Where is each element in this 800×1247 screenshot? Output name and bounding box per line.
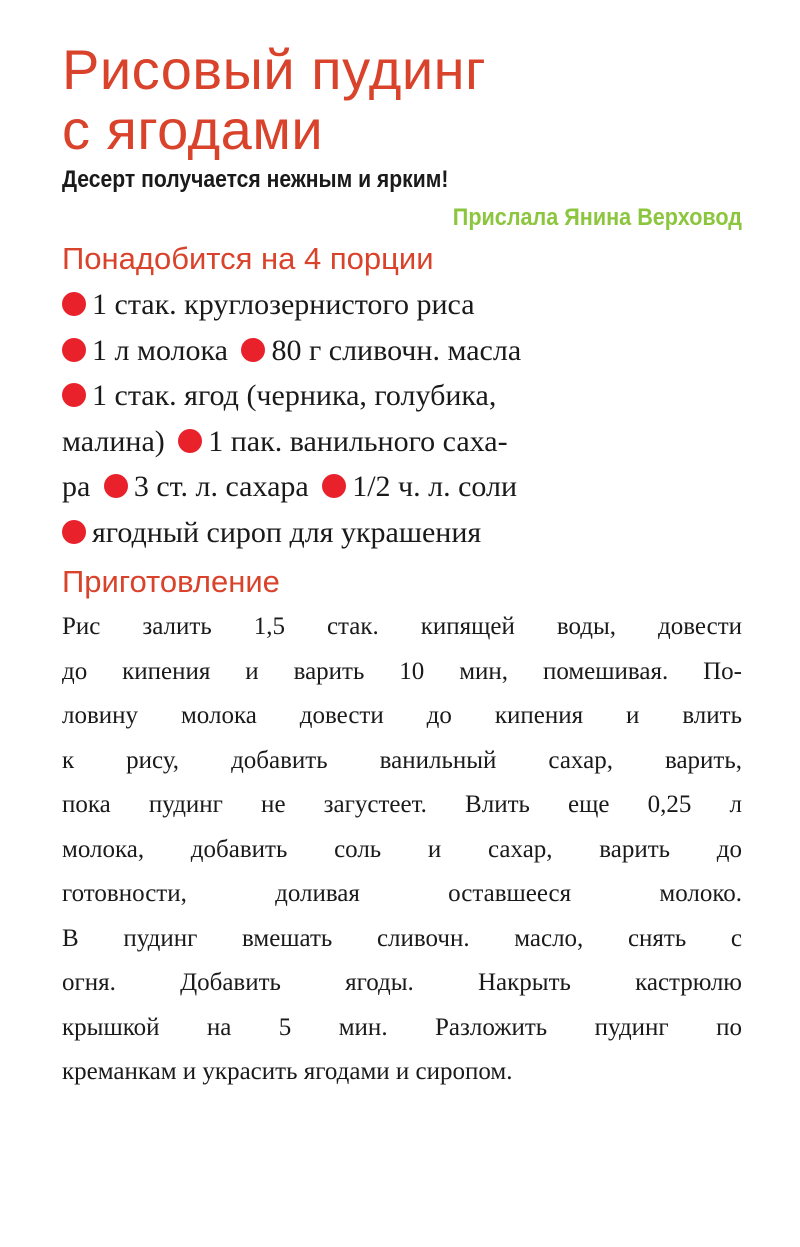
ingredient-line xyxy=(62,373,742,419)
ingredient-item: ягодный сироп для украшения xyxy=(92,515,482,549)
method-line: огня. Добавить ягоды. Накрыть кастрюлю xyxy=(62,969,742,996)
bullet-icon xyxy=(241,338,265,362)
ingredient-line xyxy=(62,419,742,465)
method-line: до кипения и варить 10 мин, помешивая. По- xyxy=(62,657,742,685)
ingredient-line xyxy=(62,282,742,328)
method-line: креманкам и украсить ягодами и сиропом. xyxy=(62,1058,513,1085)
method-line: пока пудинг не загустеет. Влить еще 0,25 л xyxy=(62,791,742,818)
ingredient-item: 1 стак. ягод (черника, голубика, xyxy=(92,379,497,412)
ingredient-item: 1 пак. ванильного саха- xyxy=(208,424,508,458)
method-line: Рис залить 1,5 стак. кипящей воды, довести xyxy=(62,613,742,640)
ingredient-line xyxy=(62,510,742,556)
ingredient-item: малина) xyxy=(62,424,165,458)
ingredient-item: 1/2 ч. л. соли xyxy=(352,470,518,503)
method-line: к рису, добавить ванильный сахар, варить, xyxy=(62,746,742,774)
method-line: молока, добавить соль и сахар, варить до xyxy=(62,835,742,863)
ingredient-line xyxy=(62,328,742,374)
method-line: крышкой на 5 мин. Разложить пудинг по xyxy=(62,1013,742,1041)
recipe-subtitle: Десерт получается нежным и ярким! xyxy=(62,166,449,193)
ingredients-list xyxy=(62,282,742,555)
title-line-2: с ягодами xyxy=(62,98,324,161)
ingredients-heading: Понадобится на 4 порции xyxy=(62,241,434,276)
bullet-icon xyxy=(62,338,86,362)
ingredient-item: 80 г сливочн. масла xyxy=(271,333,522,367)
method-line: ловину молока довести до кипения и влить xyxy=(62,702,742,729)
recipe-title xyxy=(62,40,742,160)
bullet-icon xyxy=(62,292,86,316)
recipe-author: Прислала Янина Верховод xyxy=(452,204,742,231)
ingredient-item: 3 ст. л. сахара xyxy=(133,470,309,503)
ingredient-line xyxy=(62,464,742,510)
bullet-icon xyxy=(62,383,86,407)
ingredient-item: 1 л молока xyxy=(92,333,228,367)
method-line: готовности, доливая оставшееся молоко. xyxy=(62,880,742,907)
ingredient-item: 1 стак. круглозернистого риса xyxy=(92,288,475,321)
method-line: В пудинг вмешать сливочн. масло, снять с xyxy=(62,924,742,952)
bullet-icon xyxy=(178,429,202,453)
ingredient-item: ра xyxy=(62,470,91,503)
bullet-icon xyxy=(62,520,86,544)
title-line-1: Рисовый пудинг xyxy=(62,38,487,101)
method-heading: Приготовление xyxy=(62,564,280,599)
recipe-card xyxy=(62,40,742,1095)
bullet-icon xyxy=(104,474,128,498)
method-text xyxy=(62,605,742,1095)
bullet-icon xyxy=(322,474,346,498)
